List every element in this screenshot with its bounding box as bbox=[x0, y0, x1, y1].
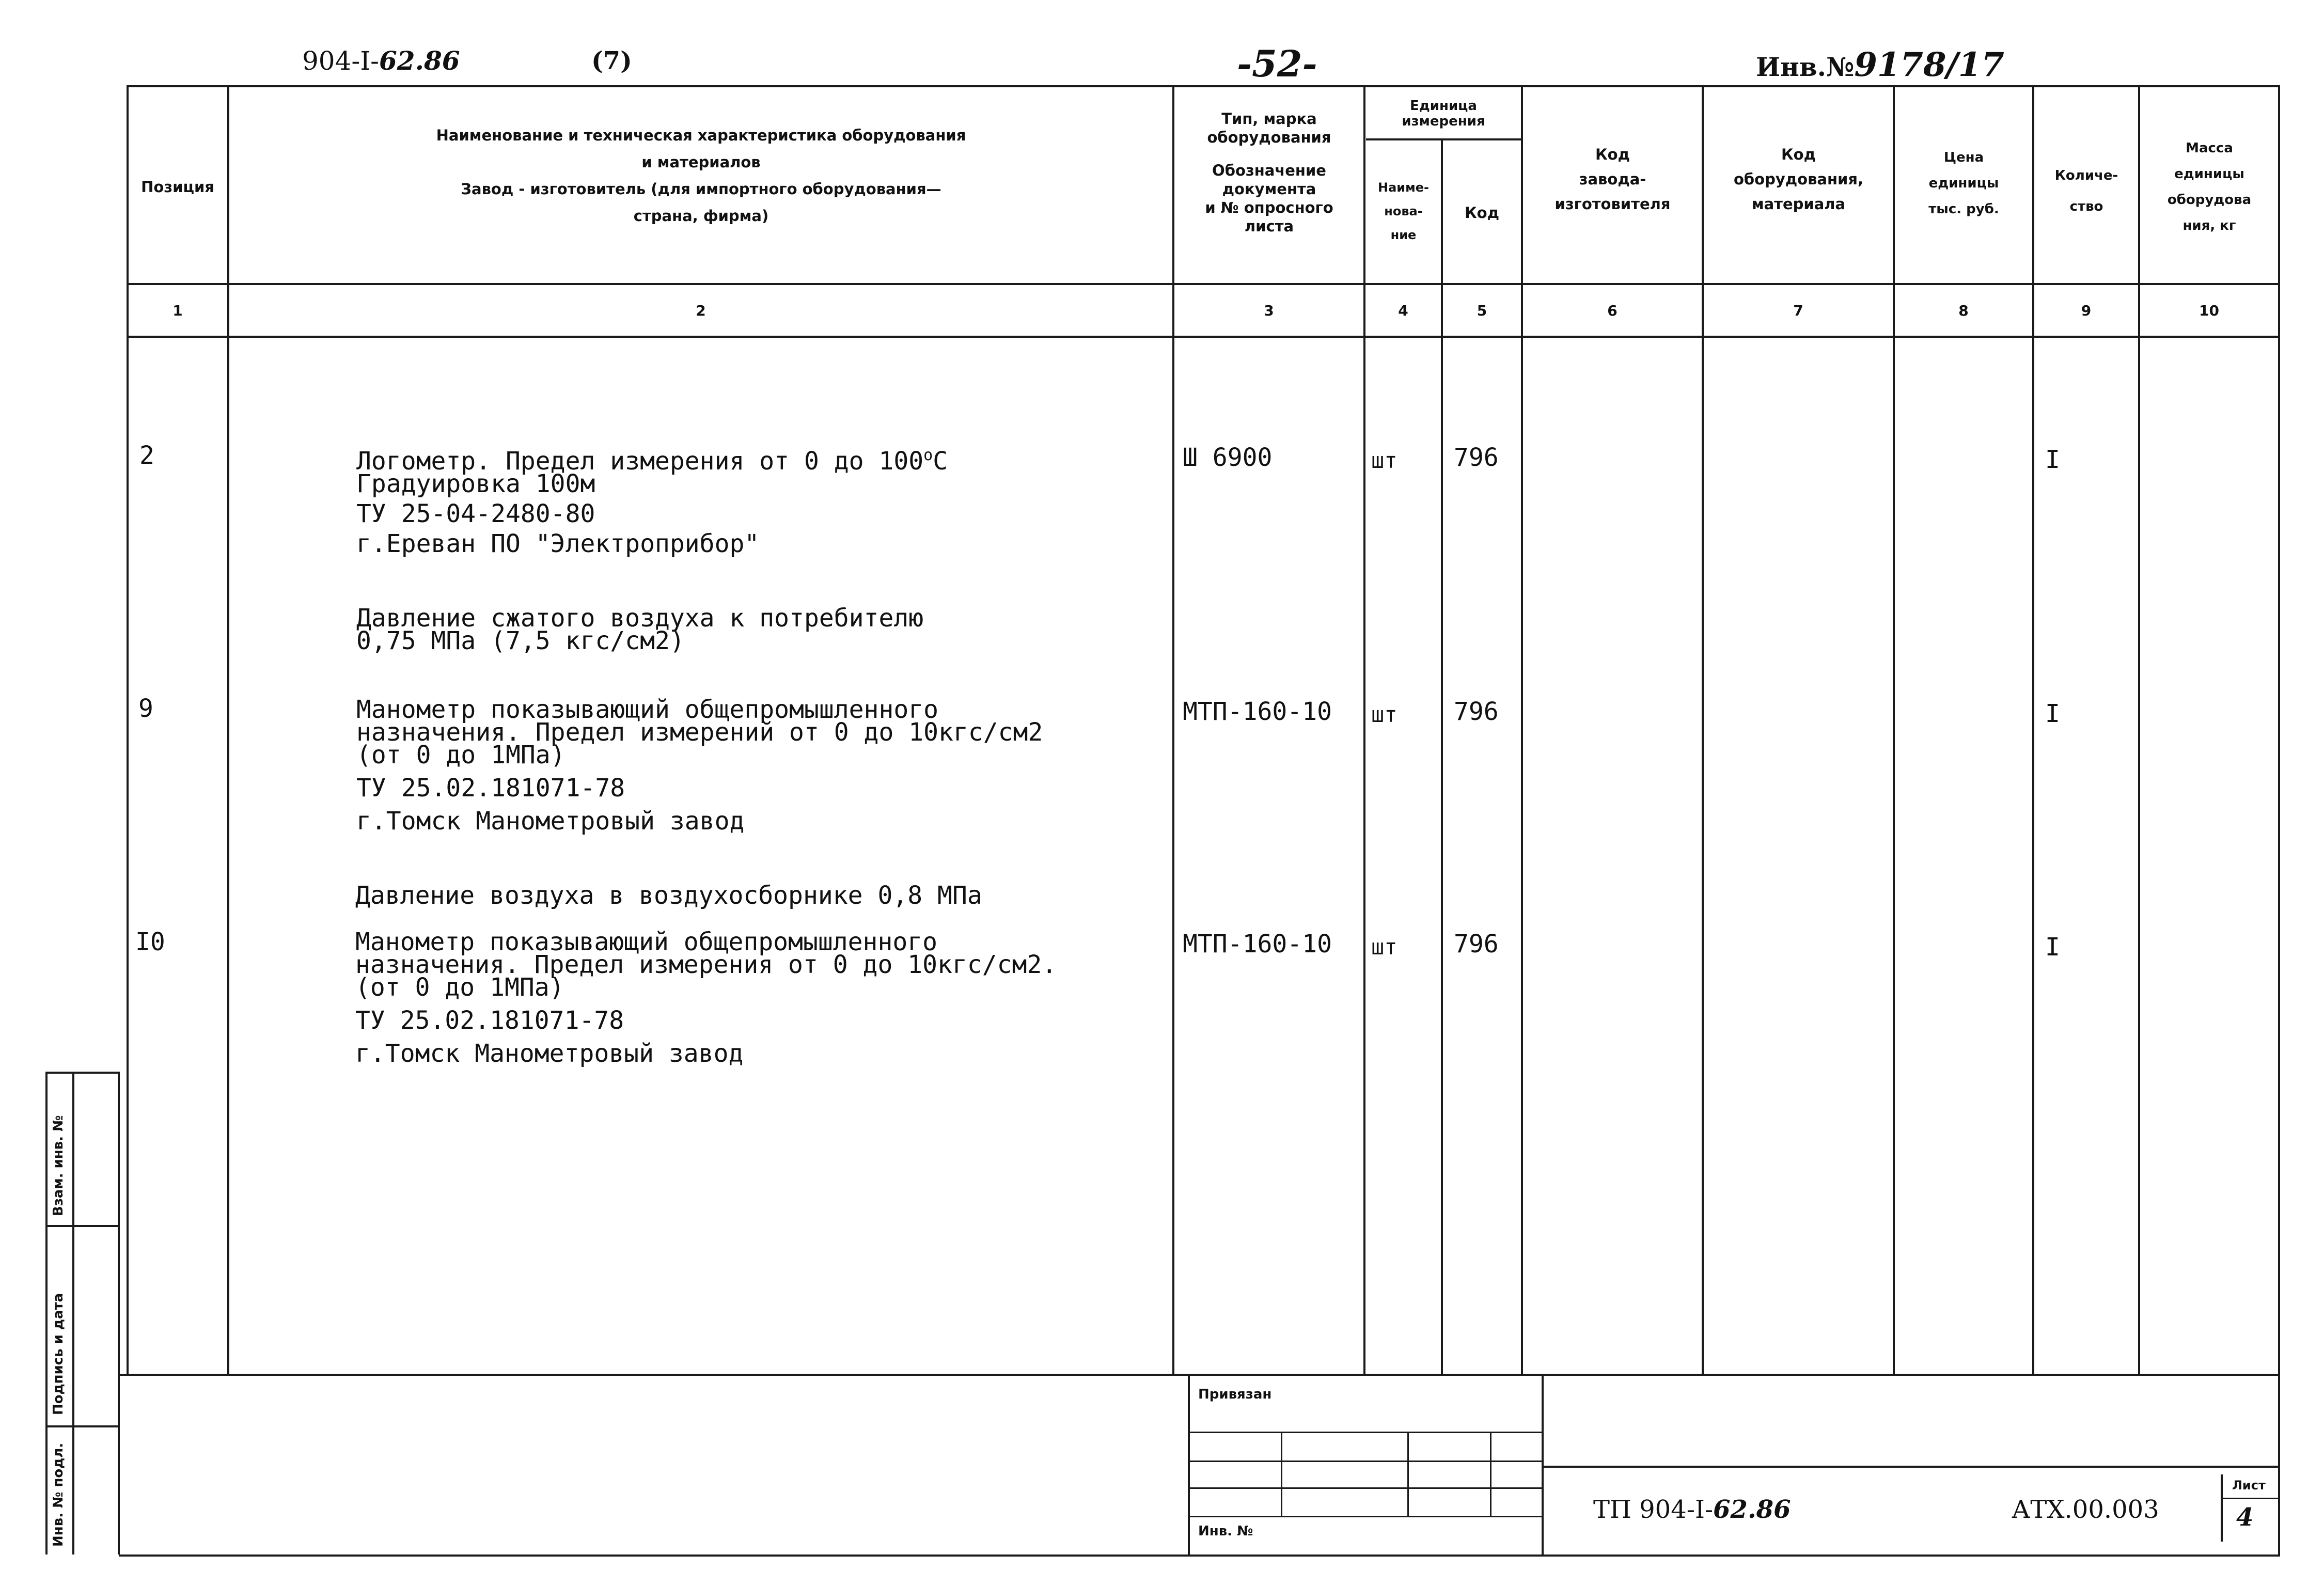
row-position: 9 bbox=[138, 694, 153, 723]
row-unit: шт bbox=[1371, 448, 1397, 473]
row-description: Манометр показывающий общепромышленного назначения. Предел измерений от 0 до 10кгс/см2 (от 0 до 1МПа) ТУ 25.02.181071-78 г.Томск Манометровый завод bbox=[356, 695, 1043, 836]
row-description: Манометр показывающий общепромышленного назначения. Предел измерения от 0 до 10кгс/см2. (от 0 до 1МПа) ТУ 25.02.181071-78 г.Томск Манометровый завод bbox=[355, 928, 1057, 1068]
col-divider-9 bbox=[2138, 85, 2140, 1374]
project-code: ТП 904-I-62.86 bbox=[1593, 1495, 1791, 1524]
row-quantity: I bbox=[2045, 445, 2060, 474]
row-type: МТП-160-10 bbox=[1183, 930, 1332, 959]
header-unit-code: Код bbox=[1464, 204, 1500, 222]
header-name: Наименование и техническая характеристика оборудования и материалов Завод - изготовитель (для импортного оборудования— страна, фирма) bbox=[436, 127, 966, 225]
header-quantity: Количе- ство bbox=[2054, 168, 2118, 214]
col-number-4: 4 bbox=[1398, 302, 1408, 319]
page-bottom-border bbox=[119, 1554, 2280, 1557]
col-number-6: 6 bbox=[1607, 302, 1618, 319]
row-description: Логометр. Предел измерения от 0 до 100$^o$C Градуировка 100м ТУ 25-04-2480-80 г.Ереван ПО "Электроприбор" bbox=[356, 446, 948, 558]
stamp-grid-vline bbox=[1281, 1432, 1282, 1517]
side-signature-date: Подпись и дата bbox=[51, 1293, 66, 1415]
header-unit-group: Единица измерения bbox=[1402, 98, 1485, 129]
stamp-inventory-label: Инв. № bbox=[1198, 1524, 1253, 1539]
header-type: Тип, марка оборудования Обозначение документа и № опросного листа bbox=[1205, 110, 1333, 235]
header-equipment-code: Код оборудования, материала bbox=[1733, 146, 1864, 213]
col-divider-3 bbox=[1363, 85, 1365, 1374]
unit-group-divider bbox=[1366, 138, 1521, 140]
side-replacement-inventory: Взам. инв. № bbox=[51, 1115, 66, 1216]
col-number-7: 7 bbox=[1793, 302, 1803, 319]
header-position: Позиция bbox=[141, 178, 214, 196]
col-divider-7 bbox=[1893, 85, 1895, 1374]
col-number-2: 2 bbox=[696, 302, 706, 319]
side-strip-divider bbox=[72, 1072, 74, 1554]
header-factory-code: Код завода- изготовителя bbox=[1554, 146, 1671, 213]
col-number-9: 9 bbox=[2081, 302, 2092, 319]
stamp-grid-vline bbox=[1490, 1432, 1491, 1517]
stamp-grid-line bbox=[1188, 1461, 1542, 1462]
pressure-note: Давление воздуха в воздухосборнике 0,8 МПа bbox=[355, 881, 982, 910]
header-unit-name: Наиме- нова- ние bbox=[1378, 180, 1429, 242]
col-number-3: 3 bbox=[1264, 302, 1274, 319]
row-quantity: I bbox=[2045, 933, 2060, 962]
header-mass: Масса единицы оборудова ния, кг bbox=[2167, 140, 2252, 233]
col-divider-4 bbox=[1441, 138, 1443, 1374]
side-strip-left-border bbox=[45, 1072, 48, 1554]
document-designation: АТХ.00.003 bbox=[2012, 1495, 2159, 1524]
table-left-border bbox=[127, 85, 129, 1374]
stamp-left-border bbox=[1188, 1374, 1190, 1554]
inventory-number: Инв.№9178/17 bbox=[1756, 45, 2004, 84]
stamp-grid-line bbox=[1188, 1432, 1542, 1433]
side-strip-sep-2 bbox=[45, 1425, 120, 1427]
row-unit-code: 796 bbox=[1454, 697, 1499, 726]
stamp-grid-line bbox=[1188, 1487, 1542, 1489]
table-top-border bbox=[127, 85, 2280, 87]
column-numbers-bottom-border bbox=[127, 336, 2280, 338]
col-divider-5 bbox=[1521, 85, 1523, 1374]
col-divider-6 bbox=[1702, 85, 1704, 1374]
sheet-number-top: (7) bbox=[591, 46, 632, 75]
header-price: Цена единицы тыс. руб. bbox=[1928, 150, 1999, 217]
table-right-border bbox=[2278, 85, 2280, 1554]
col-divider-8 bbox=[2032, 85, 2034, 1374]
stamp-inner-divider bbox=[1542, 1466, 2280, 1468]
side-strip-top bbox=[45, 1072, 120, 1074]
table-bottom-border bbox=[119, 1374, 2280, 1376]
col-number-8: 8 bbox=[1958, 302, 1969, 319]
row-type: МТП-160-10 bbox=[1183, 697, 1332, 726]
row-quantity: I bbox=[2045, 699, 2060, 728]
col-number-10: 10 bbox=[2199, 302, 2219, 319]
stamp-mid-border bbox=[1542, 1374, 1544, 1554]
sheet-label: Лист bbox=[2232, 1478, 2266, 1493]
row-unit-code: 796 bbox=[1454, 930, 1499, 959]
col-divider-2 bbox=[1172, 85, 1174, 1374]
pressure-note: Давление сжатого воздуха к потребителю 0,75 МПа (7,5 кгс/см2) bbox=[356, 604, 924, 655]
sheet-value: 4 bbox=[2236, 1503, 2254, 1532]
side-strip-right-border bbox=[118, 1072, 120, 1554]
side-original-inventory: Инв. № подл. bbox=[51, 1442, 66, 1547]
row-type: Ш 6900 bbox=[1183, 443, 1273, 472]
row-unit: шт bbox=[1371, 702, 1397, 727]
side-strip-sep-1 bbox=[45, 1225, 120, 1227]
row-unit: шт bbox=[1371, 934, 1397, 960]
sheet-box-border bbox=[2221, 1474, 2223, 1542]
document-code: 904-I-62.86 bbox=[302, 45, 460, 76]
col-divider-1 bbox=[227, 85, 229, 1374]
attached-label: Привязан bbox=[1198, 1387, 1272, 1402]
row-unit-code: 796 bbox=[1454, 443, 1499, 472]
row-position: 2 bbox=[139, 441, 154, 470]
header-bottom-border bbox=[127, 283, 2280, 285]
col-number-5: 5 bbox=[1477, 302, 1487, 319]
page-number: -52- bbox=[1237, 42, 1317, 85]
col-number-1: 1 bbox=[172, 302, 183, 319]
stamp-grid-line bbox=[1188, 1516, 1542, 1517]
sheet-box-divider bbox=[2221, 1498, 2278, 1499]
row-position: I0 bbox=[135, 928, 165, 956]
stamp-grid-vline bbox=[1407, 1432, 1409, 1517]
